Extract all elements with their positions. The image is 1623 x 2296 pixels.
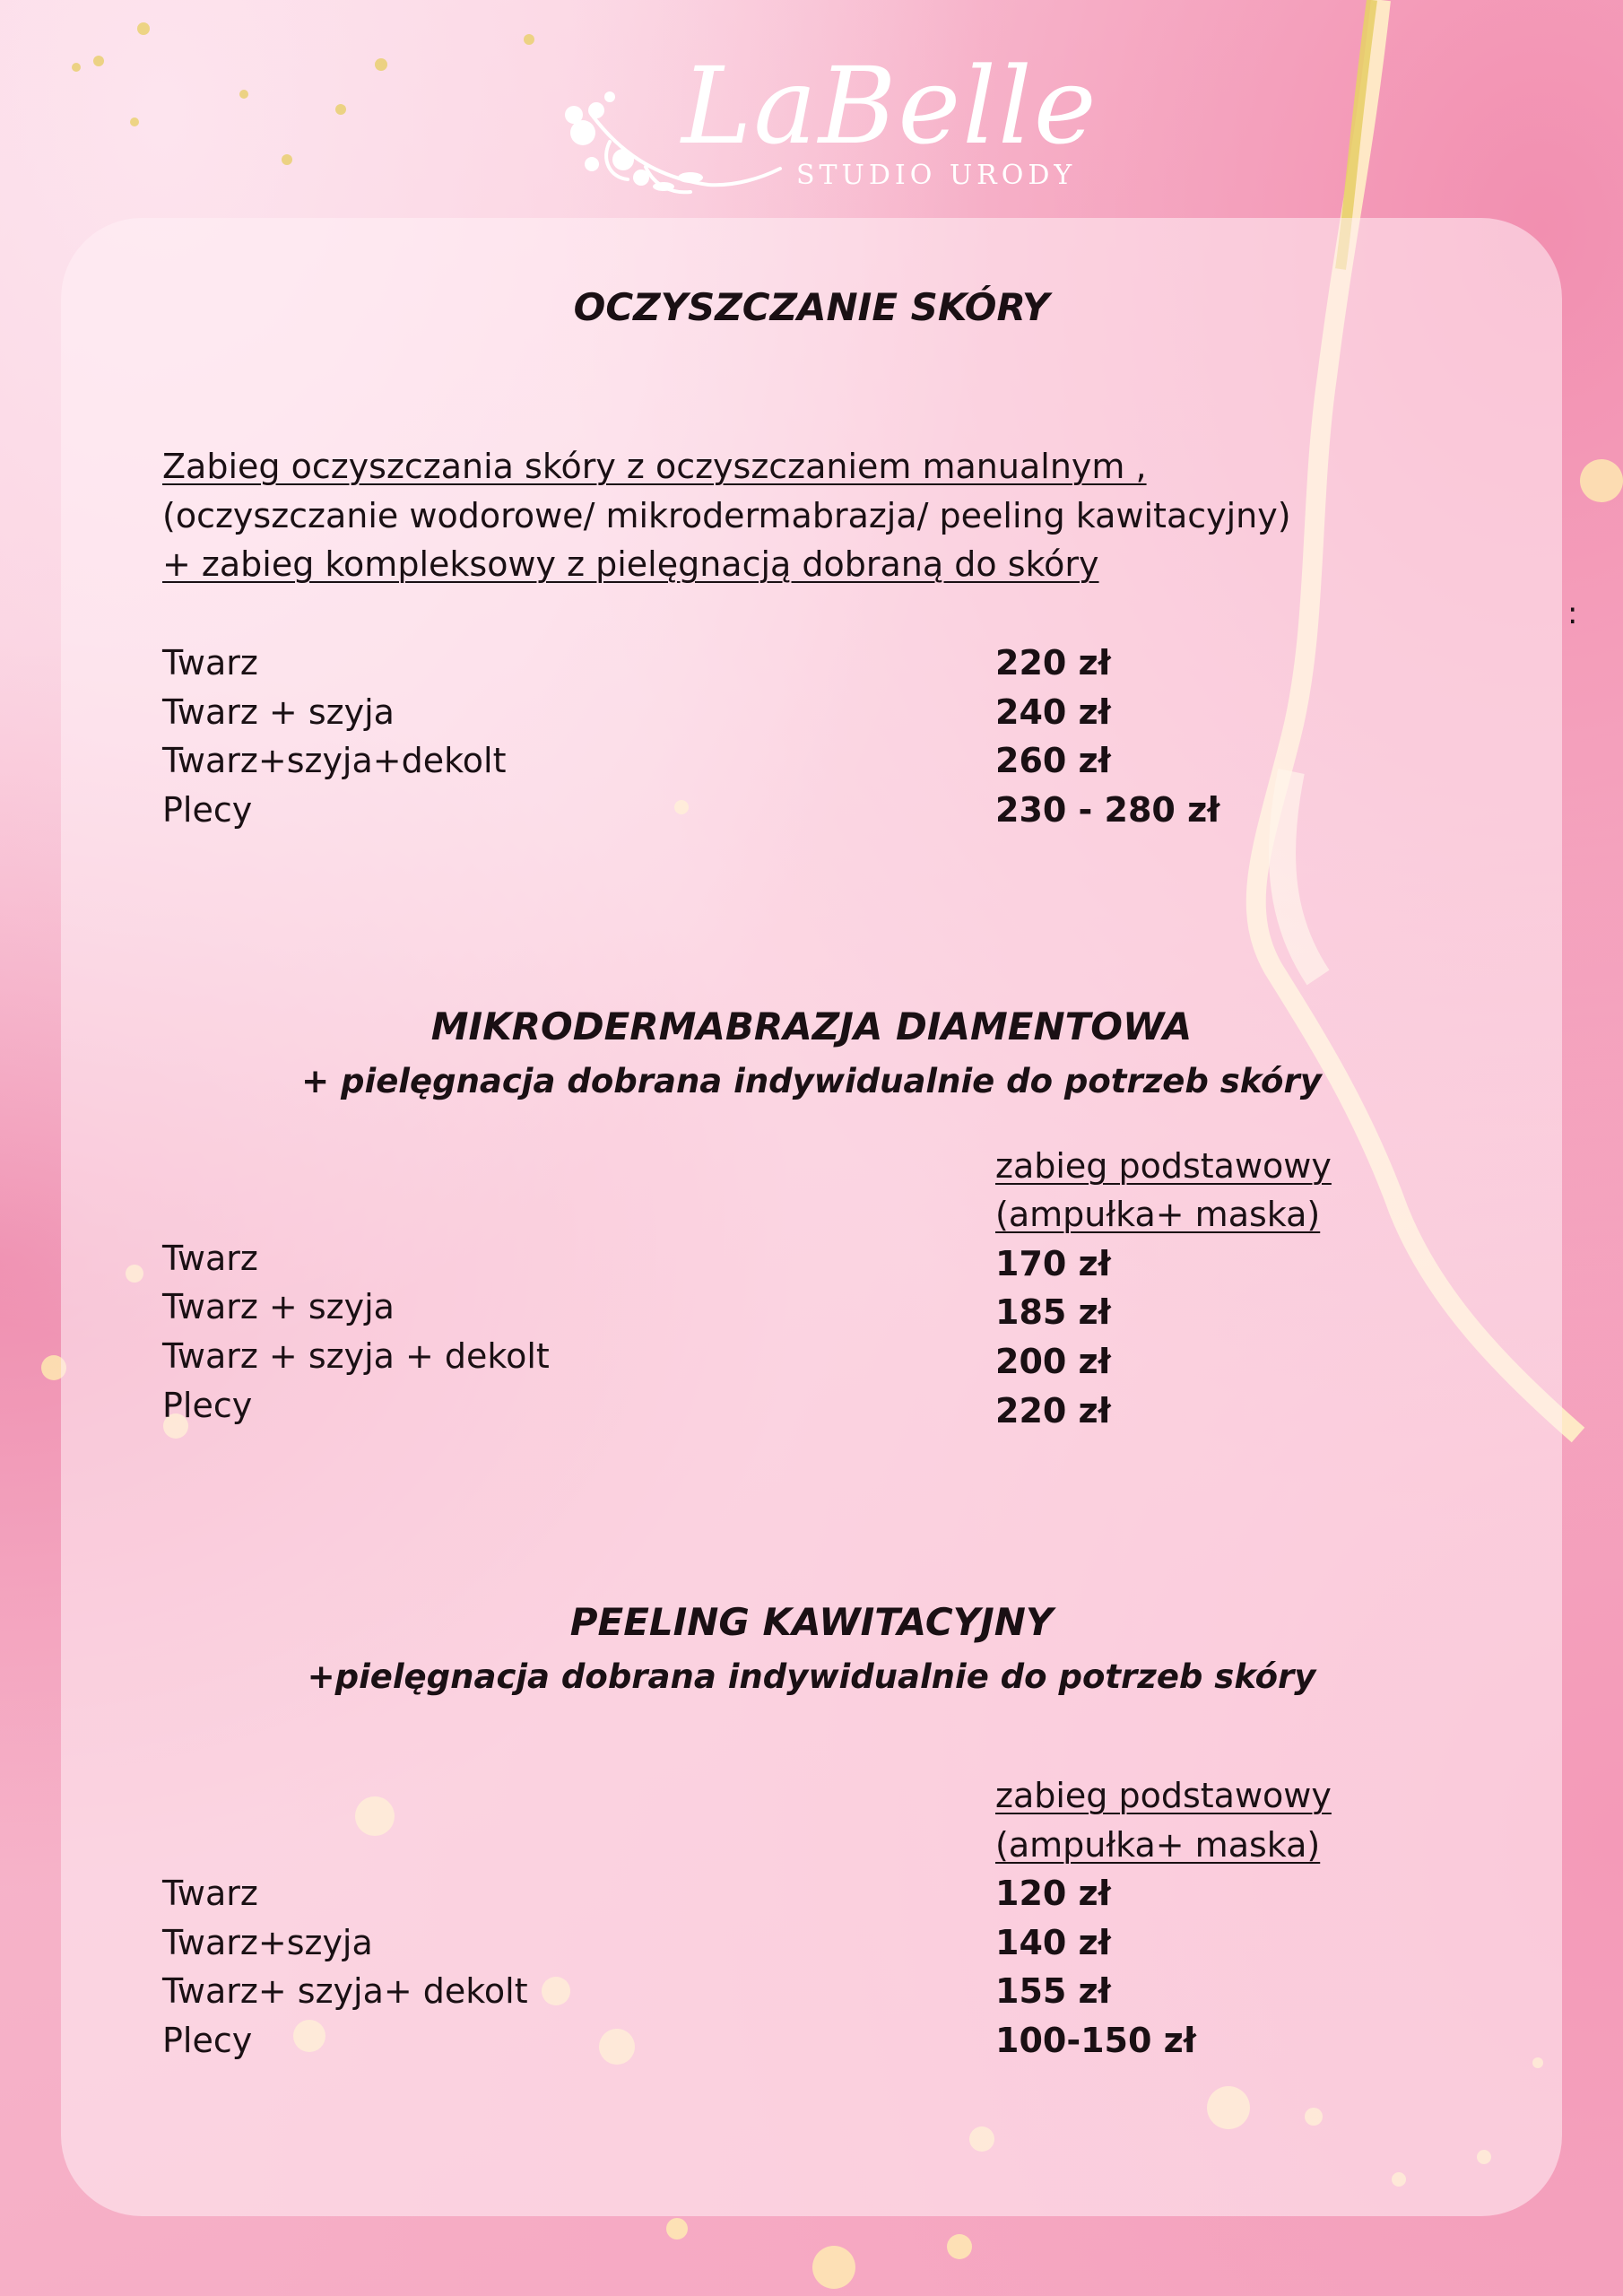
service-name: Twarz (162, 1874, 258, 1913)
section-title-cavitation-peeling: PEELING KAWITACYJNY (569, 1600, 1054, 1644)
price-column-header: zabieg podstawowy (995, 1776, 1332, 1815)
service-name: Twarz+ szyja+ dekolt (162, 1971, 528, 2011)
service-name: Twarz (162, 643, 258, 683)
service-name: Twarz+szyja (162, 1923, 373, 1962)
service-name: Plecy (162, 1386, 253, 1425)
service-price: 220 zł (995, 643, 1111, 683)
service-price: 100-150 zł (995, 2021, 1196, 2060)
service-name: Plecy (162, 2021, 253, 2060)
price-column-header: (ampułka+ maska) (995, 1195, 1321, 1234)
brand-logo (556, 43, 1098, 204)
stray-mark: : (1567, 596, 1578, 631)
section-title-cleansing: OCZYSZCZANIE SKÓRY (573, 285, 1050, 329)
section-intro-line: (oczyszczanie wodorowe/ mikrodermabrazja/ peeling kawitacyjny) (162, 496, 1291, 535)
service-name: Twarz+szyja+dekolt (162, 741, 507, 780)
service-price: 170 zł (995, 1244, 1111, 1283)
service-name: Twarz + szyja (162, 1287, 395, 1326)
service-price: 200 zł (995, 1342, 1111, 1381)
brand-tagline: STUDIO URODY (796, 160, 1077, 191)
service-name: Twarz + szyja + dekolt (162, 1336, 550, 1376)
price-column-header: (ampułka+ maska) (995, 1825, 1321, 1865)
service-name: Twarz (162, 1239, 258, 1278)
section-subtitle: + pielęgnacja dobrana indywidualnie do potrzeb skóry (301, 1062, 1322, 1100)
service-price: 120 zł (995, 1874, 1111, 1913)
section-title-microdermabrasion: MIKRODERMABRAZJA DIAMENTOWA (430, 1004, 1193, 1048)
service-price: 220 zł (995, 1391, 1111, 1431)
service-price: 230 - 280 zł (995, 790, 1220, 830)
section-intro-line: + zabieg kompleksowy z pielęgnacją dobraną do skóry (162, 544, 1099, 584)
service-price: 240 zł (995, 692, 1111, 732)
service-price: 260 zł (995, 741, 1111, 780)
brand-name: LaBelle (681, 44, 1098, 168)
section-subtitle: +pielęgnacja dobrana indywidualnie do potrzeb skóry (307, 1657, 1316, 1696)
service-price: 185 zł (995, 1292, 1111, 1332)
service-price: 155 zł (995, 1971, 1111, 2011)
service-name: Plecy (162, 790, 253, 830)
service-price: 140 zł (995, 1923, 1111, 1962)
section-intro-line: Zabieg oczyszczania skóry z oczyszczaniem manualnym , (162, 447, 1147, 486)
service-name: Twarz + szyja (162, 692, 395, 732)
price-column-header: zabieg podstawowy (995, 1146, 1332, 1186)
